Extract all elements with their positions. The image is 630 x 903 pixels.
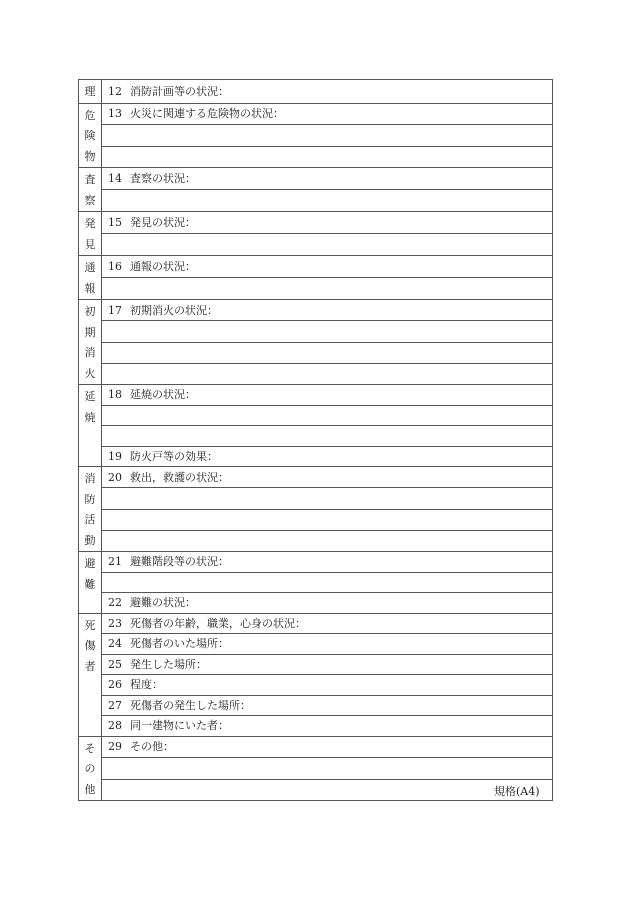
- category-char: 他: [84, 782, 96, 796]
- field-cell: [102, 695, 553, 716]
- form-row: [79, 212, 553, 234]
- field-cell: [102, 256, 553, 278]
- form-row: [79, 695, 553, 716]
- field-cell: [102, 385, 553, 406]
- item-number: 26: [108, 678, 122, 692]
- field-cell: [102, 426, 553, 447]
- form-row: [79, 405, 553, 426]
- item-label: 消防計画等の状況：: [130, 84, 229, 98]
- paper-size-note: 規格(A4): [494, 785, 540, 798]
- category-cell: [79, 385, 102, 467]
- form-row: [79, 572, 553, 593]
- category-cell: [79, 212, 102, 256]
- category-char: 延: [84, 390, 96, 403]
- item-label: 発生した場所：: [130, 657, 207, 671]
- category-cell: [79, 300, 102, 385]
- field-cell: [102, 736, 553, 758]
- form-row: [79, 300, 553, 321]
- category-label: [79, 104, 101, 168]
- item-label: 通報の状況：: [130, 260, 196, 273]
- category-cell: [79, 736, 102, 801]
- field-cell: [102, 321, 553, 342]
- category-char: 察: [84, 193, 96, 207]
- category-char: 死: [84, 618, 96, 632]
- form-row: [79, 278, 553, 300]
- item-label: 避難の状況：: [130, 596, 196, 610]
- field-cell: [102, 234, 553, 256]
- item-label: 査察の状況：: [130, 172, 196, 185]
- category-label: [79, 385, 101, 428]
- category-char: 発: [84, 217, 96, 230]
- form-row: [79, 446, 553, 467]
- form-row: [79, 321, 553, 342]
- category-label: [79, 256, 101, 299]
- field-cell: [102, 125, 553, 147]
- category-label: [79, 467, 101, 551]
- category-cell: [79, 80, 102, 104]
- category-char: 消: [84, 346, 96, 359]
- category-char: 防: [84, 492, 96, 506]
- form-row: [79, 467, 553, 488]
- item-number: 22: [108, 596, 122, 610]
- form-row: [79, 256, 553, 278]
- category-char: 避: [84, 557, 96, 570]
- field-cell: [102, 146, 553, 168]
- field-cell: [102, 103, 553, 125]
- form-row: [79, 125, 553, 147]
- item-label: 死傷者の年齢，職業，心身の状況：: [130, 616, 306, 630]
- category-label: [79, 80, 101, 103]
- category-char: 報: [84, 281, 96, 295]
- item-number: 23: [108, 616, 122, 630]
- item-label: その他：: [130, 740, 174, 754]
- category-char: 査: [84, 173, 96, 186]
- form-row: [79, 593, 553, 614]
- field-cell: [102, 80, 553, 104]
- form-row: [79, 103, 553, 125]
- category-label: [79, 212, 101, 255]
- field-cell: [102, 363, 553, 384]
- item-number: 19: [108, 449, 122, 463]
- field-cell: [102, 593, 553, 614]
- field-cell: [102, 300, 553, 321]
- category-cell: [79, 552, 102, 614]
- item-label: 初期消火の状況：: [130, 303, 218, 317]
- item-label: 火災に関連する危険物の状況：: [130, 107, 284, 121]
- item-label: 同一建物にいた者：: [130, 719, 229, 733]
- form-row: [79, 80, 553, 104]
- item-number: 15: [108, 216, 122, 229]
- category-char: 通: [84, 261, 96, 274]
- category-char: 動: [84, 533, 96, 547]
- item-number: 12: [108, 84, 122, 98]
- item-number: 20: [108, 470, 122, 484]
- item-label: 発見の状況：: [130, 216, 196, 229]
- form-row: [79, 385, 553, 406]
- field-cell: [102, 654, 553, 675]
- form-row: [79, 779, 553, 801]
- category-char: 険: [84, 129, 96, 142]
- item-label: 程度：: [130, 678, 163, 692]
- item-number: 28: [108, 719, 122, 733]
- category-label: [79, 168, 101, 211]
- field-cell: [102, 613, 553, 634]
- category-char: 難: [84, 577, 96, 591]
- category-char: 火: [84, 366, 96, 380]
- field-cell: [102, 552, 553, 573]
- category-char: 消: [84, 472, 96, 485]
- field-cell: [102, 509, 553, 530]
- item-number: 16: [108, 260, 122, 273]
- category-char: 危: [84, 108, 96, 122]
- item-number: 14: [108, 172, 122, 185]
- category-label: [79, 737, 101, 801]
- category-label: [79, 614, 101, 678]
- category-char: 初: [84, 305, 96, 318]
- form-row: [79, 634, 553, 655]
- item-number: 13: [108, 107, 122, 121]
- field-cell: [102, 446, 553, 467]
- field-cell: [102, 212, 553, 234]
- item-label: 死傷者のいた場所：: [130, 637, 229, 651]
- form-row: [79, 146, 553, 168]
- category-cell: [79, 613, 102, 736]
- field-cell: [102, 168, 553, 190]
- item-label: 避難階段等の状況：: [130, 555, 229, 569]
- form-row: [79, 530, 553, 551]
- form-row: [79, 675, 553, 696]
- field-cell: [102, 572, 553, 593]
- form-body: [79, 80, 553, 801]
- item-label: 救出，救護の状況：: [130, 470, 229, 484]
- category-cell: [79, 103, 102, 168]
- category-char: 見: [84, 237, 96, 251]
- category-char: 活: [84, 513, 96, 526]
- category-cell: [79, 256, 102, 300]
- form-row: [79, 736, 553, 758]
- category-char: 焼: [84, 410, 96, 424]
- item-number: 24: [108, 637, 122, 651]
- field-cell: [102, 190, 553, 212]
- form-row: [79, 613, 553, 634]
- category-cell: [79, 168, 102, 212]
- item-label: 防火戸等の効果：: [130, 449, 218, 463]
- field-cell: [102, 342, 553, 363]
- field-cell: [102, 716, 553, 737]
- form-row: [79, 654, 553, 675]
- category-cell: [79, 467, 102, 552]
- field-cell: [102, 467, 553, 488]
- item-number: 17: [108, 303, 122, 317]
- category-char: 傷: [84, 639, 96, 652]
- category-char: そ: [84, 741, 96, 755]
- form-row: [79, 363, 553, 384]
- form-row: [79, 426, 553, 447]
- field-cell: [102, 278, 553, 300]
- field-cell: [102, 405, 553, 426]
- item-number: 18: [108, 388, 122, 402]
- field-cell: [102, 779, 553, 801]
- form-row: [79, 758, 553, 780]
- field-cell: [102, 530, 553, 551]
- field-cell: [102, 488, 553, 509]
- form-row: [79, 190, 553, 212]
- form-row: [79, 342, 553, 363]
- item-number: 29: [108, 740, 122, 754]
- item-number: 27: [108, 698, 122, 712]
- form-row: [79, 552, 553, 573]
- category-char: 理: [84, 85, 96, 98]
- category-label: [79, 300, 101, 384]
- category-char: の: [84, 762, 96, 775]
- item-number: 21: [108, 555, 122, 569]
- item-number: 25: [108, 657, 122, 671]
- form-row: [79, 488, 553, 509]
- category-char: 者: [84, 659, 96, 673]
- category-char: 物: [84, 149, 96, 163]
- category-char: 期: [84, 325, 96, 339]
- field-cell: [102, 634, 553, 655]
- form-row: [79, 716, 553, 737]
- item-label: 死傷者の発生した場所：: [130, 698, 251, 712]
- form-row: [79, 509, 553, 530]
- form-row: [79, 168, 553, 190]
- field-cell: [102, 758, 553, 780]
- category-label: [79, 552, 101, 595]
- field-cell: [102, 675, 553, 696]
- item-label: 延焼の状況：: [130, 388, 196, 402]
- report-form-table: [78, 79, 553, 801]
- form-row: [79, 234, 553, 256]
